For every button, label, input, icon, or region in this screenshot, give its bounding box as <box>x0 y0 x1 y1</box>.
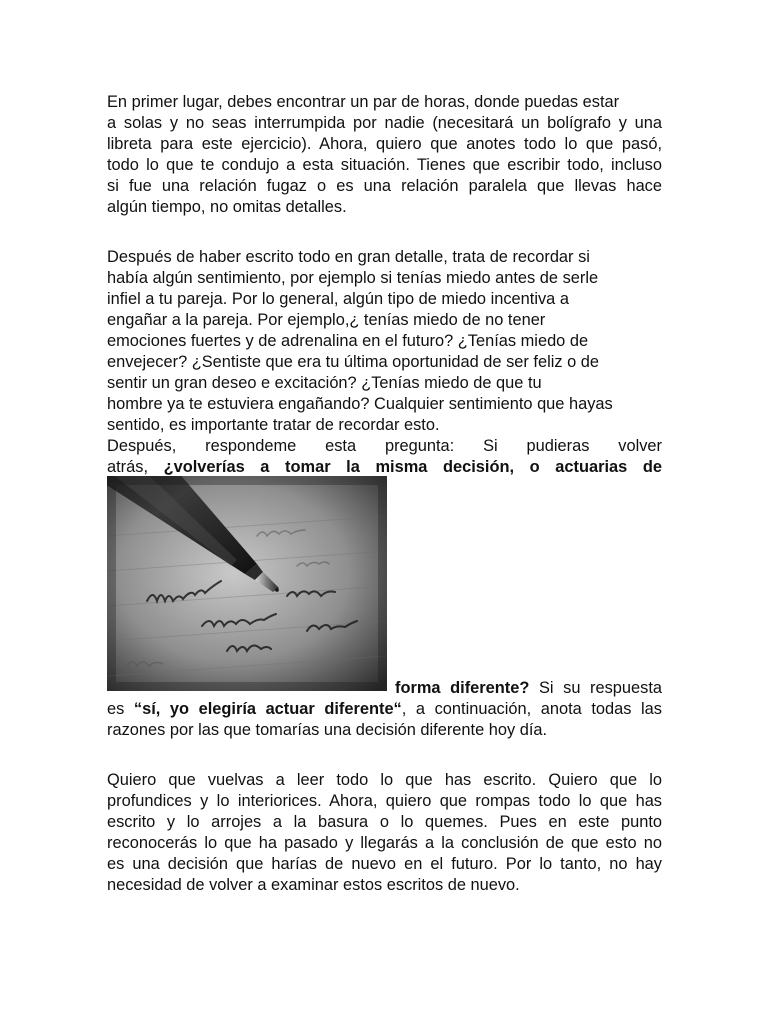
p4-line: reconocerás lo que ha pasado y llegarás a la conclusión de que esto no <box>107 834 662 852</box>
p4-line: escrito y lo arrojes a la basura o lo quemes. Pues en este punto <box>107 813 662 831</box>
p3-bold-answer: “sí, yo elegiría actuar diferente“ <box>133 700 402 718</box>
p2-line: sentido, es importante tratar de recordar esto. <box>107 416 440 434</box>
p3-line: razones por las que tomarías una decisión diferente hoy día. <box>107 721 548 739</box>
p1-line: todo lo que te condujo a esta situación. Tienes que escribir todo, incluso <box>107 156 662 174</box>
p1-line: a solas y no seas interrumpida por nadie (necesitará un bolígrafo y una <box>107 114 662 132</box>
p2-line: emociones fuertes y de adrenalina en el futuro? ¿Tenías miedo de <box>107 332 589 350</box>
p2-line: envejecer? ¿Sentiste que era tu última oportunidad de ser feliz o de <box>107 353 600 371</box>
p4-line: Quiero que vuelvas a leer todo lo que has escrito. Quiero que lo <box>107 771 662 789</box>
p3-bold-question: ¿volverías a tomar la misma decisión, o actuarias de <box>163 458 662 476</box>
p2-line: hombre ya te estuviera engañando? Cualquier sentimiento que hayas <box>107 395 613 413</box>
p1-line: libreta para este ejercicio). Ahora, quiero que anotes todo lo que pasó, <box>107 135 662 153</box>
p2-line: infiel a tu pareja. Por lo general, algún tipo de miedo incentiva a <box>107 290 569 308</box>
p3-text: es <box>107 700 134 718</box>
p4-line: necesidad de volver a examinar estos escritos de nuevo. <box>107 876 520 894</box>
p4-line: es una decisión que harías de nuevo en el futuro. Por lo tanto, no hay <box>107 855 662 873</box>
p3-text: , a continuación, anota todas las <box>401 700 662 718</box>
p1-line: algún tiempo, no omitas detalles. <box>107 198 347 216</box>
p2-line: engañar a la pareja. Por ejemplo,¿ tenías miedo de no tener <box>107 311 546 329</box>
p2-line: había algún sentimiento, por ejemplo si tenías miedo antes de serle <box>107 269 599 287</box>
p3-text: Si su respuesta <box>529 679 663 697</box>
p3-line <box>107 699 662 720</box>
p1-line: En primer lugar, debes encontrar un par de horas, donde puedas estar <box>107 93 620 111</box>
p1-line: si fue una relación fugaz o es una relación paralela que llevas hace <box>107 177 662 195</box>
p4-line: profundices y lo interiorices. Ahora, quiero que rompas todo lo que has <box>107 792 662 810</box>
p3-bold-question-end: forma diferente? <box>395 679 530 697</box>
p2-line: Después de haber escrito todo en gran detalle, trata de recordar si <box>107 248 590 266</box>
p2-line: sentir un gran deseo e excitación? ¿Tenías miedo de que tu <box>107 374 542 392</box>
pen-writing-photo <box>107 476 387 691</box>
p3-line <box>395 678 662 699</box>
p3-text: atrás, <box>107 458 164 476</box>
p3-line <box>107 457 662 478</box>
p3-line: Después, respondeme esta pregunta: Si pudieras volver <box>107 437 662 455</box>
